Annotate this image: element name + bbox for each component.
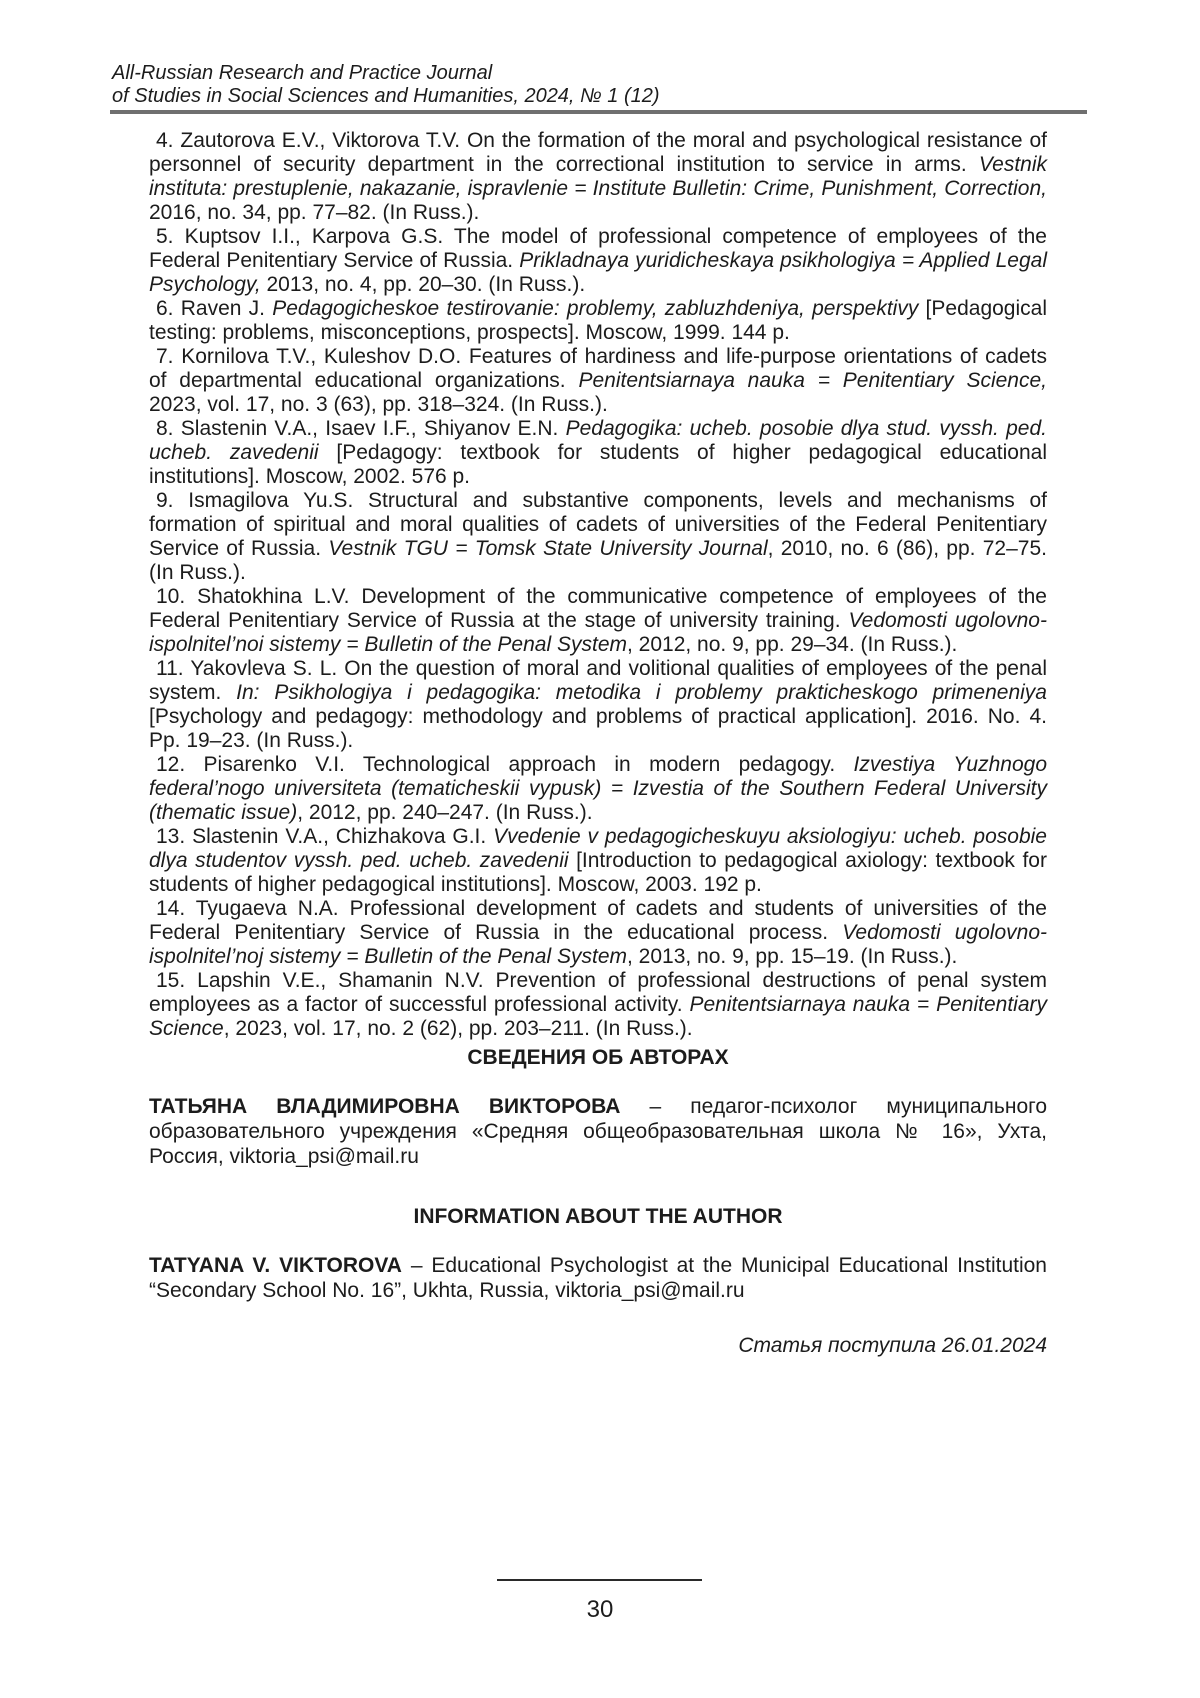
reference-text: 10. Shatokhina L.V. Development of the communicative competence of employees of the Federal Penitentiary Service of Russia at the stage of university training. (149, 585, 1047, 632)
reference-text: 4. Zautorova E.V., Viktorova T.V. On the formation of the moral and psychological resistance of personnel of security department in the correctional institution to service in arms. (149, 129, 1047, 176)
reference-text: 7. Kornilova T.V., Kuleshov D.O. Features of hardiness and life-purpose orientations of cadets of departmental educational organizations. (149, 345, 1047, 392)
reference-source-italic: Pedagogika: ucheb. posobie dlya stud. vyssh. ped. ucheb. zavedenii (149, 417, 1047, 464)
reference-text: 14. Tyugaeva N.A. Professional development of cadets and students of universities of the Federal Penitentiary Service of Russia in the educational process. (149, 897, 1047, 944)
reference-text: [Psychology and pedagogy: methodology and problems of practical application]. 2016. No. 4. Pp. 19–23. (In Russ.). (149, 705, 1047, 752)
reference-text: 8. Slastenin V.A., Isaev I.F., Shiyanov E.N. (156, 417, 566, 440)
reference-source-italic: Vvedenie v pedagogicheskuyu aksiologiyu: ucheb. posobie dlya studentov vyssh. ped. ucheb. zavedenii (149, 825, 1047, 872)
reference-item (149, 585, 1047, 657)
reference-source-italic: Vedomosti ugolovno-ispolnitel’noi sistemy = Bulletin of the Penal System (149, 609, 1047, 656)
reference-item (149, 345, 1047, 417)
reference-item (149, 489, 1047, 585)
reference-text: , 2012, no. 9, pp. 29–34. (In Russ.). (627, 633, 958, 656)
reference-text: [Introduction to pedagogical axiology: textbook for students of higher pedagogical institutions]. Moscow, 2003. 192 p. (149, 849, 1047, 896)
footer-rule (497, 1579, 702, 1581)
reference-text: 2023, vol. 17, no. 3 (63), pp. 318–324. (In Russ.). (149, 393, 608, 416)
reference-source-italic: Penitentsiarnaya nauka = Penitentiary Science (149, 993, 1047, 1040)
reference-text: 12. Pisarenko V.I. Technological approach in modern pedagogy. (156, 753, 854, 776)
author-ru-text: – педагог-психолог муниципального образовательного учреждения «Средняя общеобразовательная школа № 16», Ухта, Россия, viktoria_psi@mail.ru (149, 1095, 1047, 1168)
reference-text: 13. Slastenin V.A., Chizhakova G.I. (156, 825, 494, 848)
reference-item (149, 753, 1047, 825)
authors-ru-paragraph (149, 1094, 1047, 1169)
reference-text: 15. Lapshin V.E., Shamanin N.V. Prevention of professional destructions of penal system employees as a factor of successful professional activity. (149, 969, 1047, 1016)
reference-item (149, 225, 1047, 297)
received-date: Статья поступила 26.01.2024 (738, 1334, 1047, 1357)
reference-text: 5. Kuptsov I.I., Karpova G.S. The model of professional competence of employees of the Federal Penitentiary Service of Russia. (149, 225, 1047, 272)
references-list (149, 129, 1047, 1041)
reference-text: 11. Yakovleva S. L. On the question of moral and volitional qualities of employees of the penal system. (149, 657, 1047, 704)
reference-text: , 2023, vol. 17, no. 2 (62), pp. 203–211. (In Russ.). (223, 1017, 693, 1040)
reference-source-italic: In: Psikhologiya i pedagogika: metodika i problemy prakticheskogo primeneniya (236, 681, 1047, 704)
reference-source-italic: Prikladnaya yuridicheskaya psikhologiya = Applied Legal Psychology, (149, 249, 1047, 296)
reference-text: [Pedagogical testing: problems, misconceptions, prospects]. Moscow, 1999. 144 p. (149, 297, 1047, 344)
reference-text: 2016, no. 34, pp. 77–82. (In Russ.). (149, 201, 480, 224)
reference-source-italic: Pedagogicheskoe testirovanie: problemy, zabluzhdeniya, perspektivy (272, 297, 919, 320)
reference-text: 9. Ismagilova Yu.S. Structural and substantive components, levels and mechanisms of formation of spiritual and moral qualities of cadets of universities of the Federal Penitentiary Service of Russia. (149, 489, 1047, 560)
reference-item (149, 417, 1047, 489)
reference-source-italic: Izvestiya Yuzhnogo federal’nogo universiteta (tematicheskii vypusk) = Izvestia of the Southern Federal University (thematic issue) (149, 753, 1048, 824)
reference-text: , 2010, no. 6 (86), pp. 72–75. (In Russ.). (149, 537, 1047, 584)
page-number: 30 (586, 1596, 614, 1623)
author-ru-name: ТАТЬЯНА ВЛАДИМИРОВНА ВИКТОРОВА (149, 1095, 621, 1118)
reference-item (149, 297, 1047, 345)
reference-item (149, 969, 1047, 1041)
reference-text: 2013, no. 4, pp. 20–30. (In Russ.). (260, 273, 586, 296)
reference-item (149, 897, 1047, 969)
author-en-text: – Educational Psychologist at the Municipal Educational Institution “Secondary School No. 16”, Ukhta, Russia, viktoria_psi@mail.ru (149, 1254, 1047, 1302)
reference-text: [Pedagogy: textbook for students of higher pedagogical educational institutions]. Moscow, 2002. 576 p. (149, 441, 1047, 488)
authors-en-paragraph (149, 1253, 1047, 1303)
reference-source-italic: Vestnik instituta: prestuplenie, nakazanie, ispravlenie = Institute Bulletin: Crime, Punishment, Correction, (149, 153, 1047, 200)
reference-item (149, 129, 1047, 225)
authors-en-heading: INFORMATION ABOUT THE AUTHOR (413, 1205, 783, 1228)
header-rule (110, 110, 1087, 114)
reference-source-italic: Penitentsiarnaya nauka = Penitentiary Science, (578, 369, 1047, 392)
author-en-name: TATYANA V. VIKTOROVA (149, 1254, 402, 1277)
journal-title-line-1: All-Russian Research and Practice Journal (112, 62, 493, 84)
reference-text: , 2013, no. 9, pp. 15–19. (In Russ.). (627, 945, 958, 968)
reference-source-italic: Vedomosti ugolovno-ispolnitel’noj sistemy = Bulletin of the Penal System (149, 921, 1047, 968)
reference-text: , 2012, pp. 240–247. (In Russ.). (297, 801, 593, 824)
reference-item (149, 825, 1047, 897)
reference-source-italic: Vestnik TGU = Tomsk State University Journal (328, 537, 768, 560)
journal-title-line-2: of Studies in Social Sciences and Humanities, 2024, № 1 (12) (112, 85, 660, 107)
page-header (112, 62, 660, 108)
authors-ru-heading: СВЕДЕНИЯ ОБ АВТОРАХ (467, 1046, 729, 1069)
reference-text: 6. Raven J. (156, 297, 273, 320)
reference-item (149, 657, 1047, 753)
